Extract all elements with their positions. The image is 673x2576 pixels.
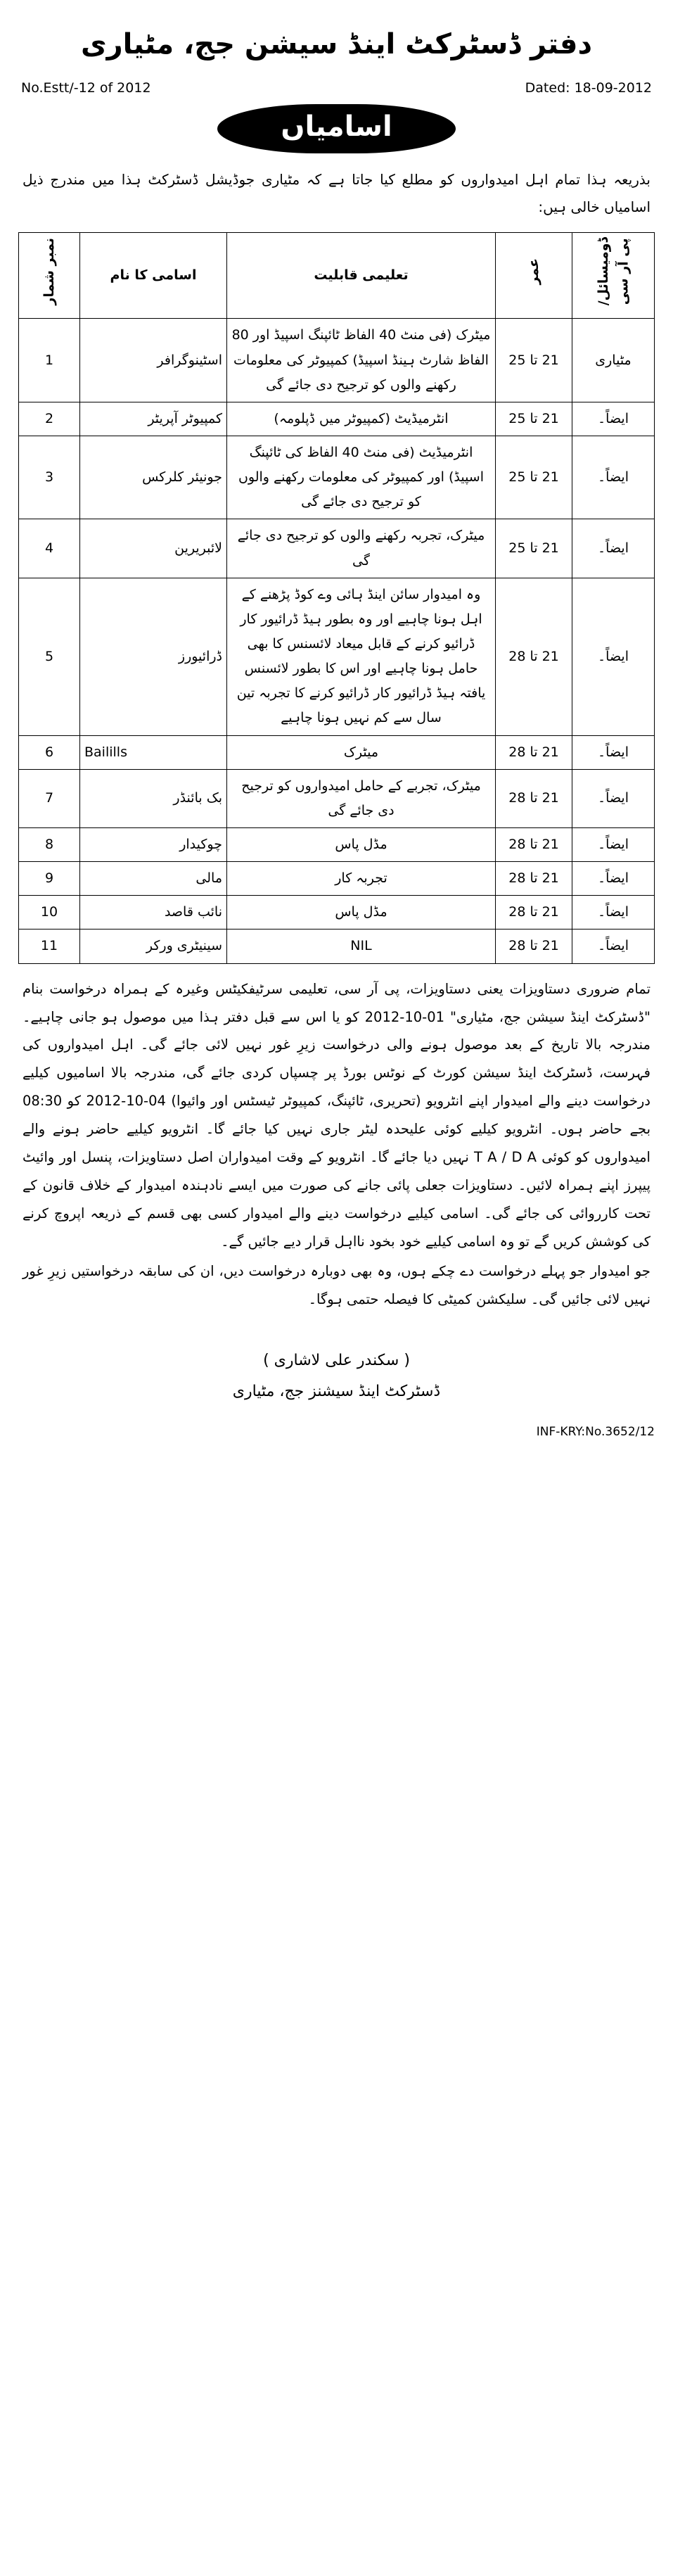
cell-serial: 3 — [19, 436, 80, 519]
cell-post: مالی — [80, 862, 227, 896]
intro-paragraph: بذریعہ ہذا تمام اہل امیدواروں کو مطلع کیا جاتا ہے کہ مٹیاری جوڈیشل ڈسٹرکٹ ہذا میں مندرج ذیل اسامیاں خالی ہیں: — [23, 171, 650, 215]
cell-serial: 5 — [19, 578, 80, 735]
establishment-number: No.Estt/-12 of 2012 — [21, 80, 151, 96]
cell-age: 21 تا 25 — [496, 436, 572, 519]
cell-serial: 9 — [19, 862, 80, 896]
cell-age: 21 تا 28 — [496, 578, 572, 735]
cell-serial: 8 — [19, 827, 80, 861]
header-qualification: تعلیمی قابلیت — [227, 233, 496, 319]
table-row — [19, 929, 655, 963]
cell-post: نائب قاصد — [80, 896, 227, 929]
cell-domicile: ایضاً۔ — [572, 402, 655, 436]
cell-post: سینیٹری ورکر — [80, 929, 227, 963]
cell-post: بک بائنڈر — [80, 769, 227, 827]
table-header-row — [19, 233, 655, 319]
cell-age: 21 تا 28 — [496, 862, 572, 896]
table-row — [19, 319, 655, 402]
organization-title: دفتر ڈسٹرکٹ اینڈ سیشن جج، مٹیاری — [80, 28, 593, 61]
vacancies-table — [18, 232, 655, 964]
cell-post: Bailills — [80, 735, 227, 769]
cell-qualification: میٹرک (فی منٹ 40 الفاظ ٹائپنگ اسپیڈ اور 80 الفاظ شارٹ ہینڈ اسپیڈ) کمپیوٹر کی معلومات رکھنے والوں کو ترجیح دی جائے گی — [227, 319, 496, 402]
cell-age: 21 تا 28 — [496, 827, 572, 861]
footer-paragraph-2: جو امیدوار جو پہلے درخواست دے چکے ہوں، وہ بھی دوبارہ درخواست دیں، ان کی سابقہ درخواستیں زیرِ غور نہیں لائی جائیں گی۔ سلیکشن کمیٹی کا فیصلہ حتمی ہوگا۔ — [23, 1263, 650, 1308]
header-serial: نمبر شمار — [19, 233, 80, 319]
cell-age: 21 تا 28 — [496, 929, 572, 963]
header-age: عمر — [496, 233, 572, 319]
cell-post: اسٹینوگرافر — [80, 319, 227, 402]
cell-age: 21 تا 28 — [496, 896, 572, 929]
table-row — [19, 436, 655, 519]
table-row — [19, 862, 655, 896]
cell-domicile: ایضاً۔ — [572, 896, 655, 929]
cell-serial: 2 — [19, 402, 80, 436]
banner-wrap — [18, 104, 655, 153]
cell-qualification: NIL — [227, 929, 496, 963]
cell-domicile: ایضاً۔ — [572, 862, 655, 896]
cell-serial: 10 — [19, 896, 80, 929]
cell-domicile: ایضاً۔ — [572, 929, 655, 963]
cell-serial: 7 — [19, 769, 80, 827]
cell-serial: 11 — [19, 929, 80, 963]
table-row — [19, 578, 655, 735]
cell-qualification: وہ امیدوار سائن اینڈ ہائی وے کوڈ پڑھنے کے اہل ہونا چاہیے اور وہ بطور ہیڈ ڈرائیور کار ڈرائیو کرنے کے قابل میعاد لائسنس کا بھی حامل ہونا چاہیے اور اس کا بطور لائسنس یافتہ ہیڈ ڈرائیور کار ڈرائیو کرنے کا تجربہ تین سال سے کم نہیں ہونا چاہیے — [227, 578, 496, 735]
signatory-designation: ڈسٹرکٹ اینڈ سیشنز جج، مٹیاری — [232, 1382, 441, 1400]
cell-serial: 1 — [19, 319, 80, 402]
cell-post: چوکیدار — [80, 827, 227, 861]
cell-post: ڈرائیورز — [80, 578, 227, 735]
table-row — [19, 769, 655, 827]
issue-date: Dated: 18-09-2012 — [525, 80, 652, 96]
cell-domicile: ایضاً۔ — [572, 436, 655, 519]
reference-number: INF-KRY:No.3652/12 — [536, 1424, 655, 1439]
footer-instructions — [23, 975, 650, 1314]
header-post: اسامی کا نام — [80, 233, 227, 319]
cell-post: لائبریرین — [80, 519, 227, 578]
cell-qualification: انٹرمیڈیٹ (فی منٹ 40 الفاظ کی ٹائپنگ اسپیڈ) اور کمپیوٹر کی معلومات رکھنے والوں کو ترجیح دی جائے گی — [227, 436, 496, 519]
cell-domicile: ایضاً۔ — [572, 578, 655, 735]
cell-qualification: میٹرک، تجربے کے حامل امیدواروں کو ترجیح دی جائے گی — [227, 769, 496, 827]
table-row — [19, 735, 655, 769]
cell-serial: 4 — [19, 519, 80, 578]
cell-post: کمپیوٹر آپریٹر — [80, 402, 227, 436]
cell-age: 21 تا 25 — [496, 319, 572, 402]
cell-qualification: میٹرک — [227, 735, 496, 769]
cell-domicile: ایضاً۔ — [572, 827, 655, 861]
table-row — [19, 896, 655, 929]
cell-age: 21 تا 28 — [496, 735, 572, 769]
header-domicile: ڈومیسائل/ پی آر سی — [572, 233, 655, 319]
footer-paragraph-1: تمام ضروری دستاویزات یعنی دستاویزات، پی آر سی، تعلیمی سرٹیفکیٹس وغیرہ کے ہمراہ درخواست بنام "ڈسٹرکٹ اینڈ سیشن جج، مٹیاری" 01-10-2012 کو یا اس سے قبل دفتر ہذا میں موصول ہو جانی چاہیے۔ مندرجہ بالا تاریخ کے بعد موصول ہونے والی درخواست زیرِ غور نہیں لائی جائے گی۔ اہل امیدواروں کی فہرست، ڈسٹرکٹ اینڈ سیشن کورٹ کے نوٹس بورڈ پر چسپاں کردی جائے گی، مندرجہ بالا اسامیوں کیلیے درخواست دینے والے امیدوار اپنے انٹرویو (تحریری، ٹائپنگ، کمپیوٹر ٹیسٹس اور وائیوا) 04-10-2012 کو 08:30 بجے حاضر ہوں۔ انٹرویو کیلیے کوئی علیحدہ لیٹر جاری نہیں کیا جائے گا۔ انٹرویو کیلیے حاضر ہونے والے امیدواروں کو کوئی T A / D A نہیں دیا جائے گا۔ انٹرویو کے وقت امیدواران اصل دستاویزات، پنسل اور وائیٹ پیپرز اپنے ہمراہ لائیں۔ دستاویزات جعلی پائی جانے کی صورت میں ایسے نادہندہ امیدوار کے خلاف قانون کے تحت کارروائی کی جائے گی۔ اسامی کیلیے درخواست دینے والے امیدوار کسی بھی قسم کے ذریعہ اپروچ کرنے کی کوشش کریں گے تو وہ اسامی کیلیے خود بخود نااہل قرار دیے جائیں گے۔ — [23, 980, 650, 1250]
cell-serial: 6 — [19, 735, 80, 769]
signature-block — [18, 1346, 655, 1407]
vacancies-banner: اسامیاں — [217, 104, 455, 153]
cell-qualification: انٹرمیڈیٹ (کمپیوٹر میں ڈپلومہ) — [227, 402, 496, 436]
cell-age: 21 تا 25 — [496, 402, 572, 436]
cell-qualification: مڈل پاس — [227, 896, 496, 929]
cell-domicile: ایضاً۔ — [572, 735, 655, 769]
cell-qualification: تجربہ کار — [227, 862, 496, 896]
cell-domicile: ایضاً۔ — [572, 519, 655, 578]
table-row — [19, 827, 655, 861]
table-row — [19, 402, 655, 436]
cell-domicile: مٹیاری — [572, 319, 655, 402]
signatory-name: ( سکندر علی لاشاری ) — [263, 1352, 410, 1370]
cell-age: 21 تا 25 — [496, 519, 572, 578]
table-row — [19, 519, 655, 578]
cell-age: 21 تا 28 — [496, 769, 572, 827]
cell-post: جونیئر کلرکس — [80, 436, 227, 519]
cell-domicile: ایضاً۔ — [572, 769, 655, 827]
meta-row — [21, 80, 652, 96]
cell-qualification: میٹرک، تجربہ رکھنے والوں کو ترجیح دی جائے گی — [227, 519, 496, 578]
cell-qualification: مڈل پاس — [227, 827, 496, 861]
